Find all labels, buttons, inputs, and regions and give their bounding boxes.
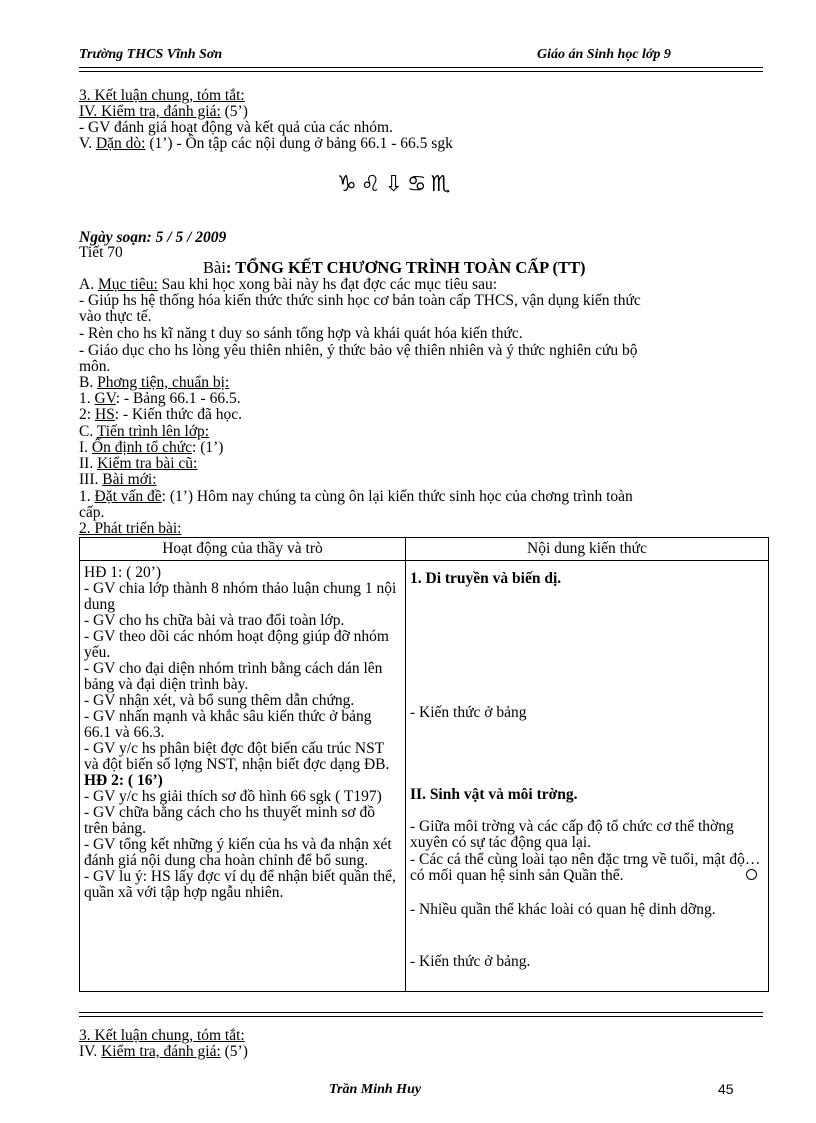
- right-line-4: - Giữa môi trờng và các cấp độ tổ chức cơ thể thờng xuyên có sự tác động qua lại.: [410, 818, 734, 851]
- obj3-line2: môn.: [79, 358, 111, 375]
- newlesson-prefix: III.: [79, 471, 103, 488]
- left-line-10: - GV chữa bằng cách cho hs thuyết minh sơ đồ trên bảng.: [84, 804, 375, 837]
- gv-label: GV: [94, 390, 116, 407]
- top-conclusion: 3. Kết luận chung, tóm tắt:: [79, 87, 245, 104]
- hs-text: : - Kiến thức đã học.: [114, 406, 242, 423]
- process: [79, 424, 209, 440]
- intro-text: : (1’) Hôm nay chúng ta cùng ôn lại kiến thức sinh học của chơng trình toàn: [161, 488, 633, 505]
- gv-prep: [79, 391, 241, 407]
- left-line-1: - GV chia lớp thành 8 nhóm thảo luận chung 1 nội dung: [84, 580, 397, 613]
- divider-symbols: ♑♌⇩♋♏: [337, 172, 455, 197]
- right-line-7: - Kiến thức ở bảng.: [410, 953, 531, 970]
- process-label: Tiến trình lên lớp:: [96, 423, 210, 440]
- bottom-check: [79, 1044, 248, 1060]
- table-left-cell: [80, 561, 406, 992]
- homework-text: (1’) - Ôn tập các nội dung ở bảng 66.1 - 66.5 sgk: [145, 135, 453, 152]
- lesson-table: [79, 537, 769, 992]
- newlesson-label: Bài mới:: [102, 471, 157, 488]
- oldcheck-prefix: II.: [79, 455, 98, 472]
- table-header-activities: Hoạt động của thầy và trò: [80, 538, 406, 561]
- intro-label: Đặt vấn đề: [94, 488, 162, 505]
- bottom-rule: [79, 1012, 763, 1013]
- obj3-line1: - Giáo dục cho hs lòng yêu thiên nhiên, ý thức bảo vệ thiên nhiên và ý thức nghiên cứu bộ: [79, 342, 638, 359]
- org-prefix: I.: [79, 439, 92, 456]
- homework-label: Dặn dò:: [95, 135, 146, 152]
- objectives-text: Sau khi học xong bài này hs đạt đợc các mục tiêu sau:: [157, 276, 498, 293]
- left-line-5: - GV nhận xét, và bổ sung thêm dẫn chứng.: [84, 692, 355, 709]
- homework-prefix: V.: [79, 135, 96, 152]
- left-line-9: - GV y/c hs giải thích sơ đồ hình 66 sgk ( T197): [84, 788, 382, 805]
- header-school: Trường THCS Vĩnh Sơn: [79, 47, 223, 62]
- intro: [79, 489, 633, 505]
- hs-label: HS: [94, 406, 115, 423]
- top-check-label: IV. Kiểm tra, đánh giá:: [79, 103, 221, 120]
- right-line-6: - Nhiều quần thể khác loài có quan hệ dinh dỡng.: [410, 901, 716, 918]
- objectives-prefix: A.: [79, 276, 98, 293]
- right-line-1: 1. Di truyền và biến dị.: [410, 570, 562, 587]
- bottom-check-time: (5’): [220, 1043, 248, 1060]
- objectives-label: Mục tiêu:: [97, 276, 158, 293]
- gv-prefix: 1.: [79, 390, 95, 407]
- table-header-row: [80, 538, 769, 561]
- left-line-7: - GV y/c hs phân biệt đợc đột biến cấu trúc NST và đột biến số lợng NST, nhận biết đợc dạng ĐB.: [84, 740, 390, 773]
- lesson-title: [203, 260, 585, 276]
- left-line-6: - GV nhấn mạnh và khắc sâu kiến thức ở bảng 66.1 và 66.3.: [84, 708, 372, 741]
- left-line-2: - GV cho hs chữa bài và trao đổi toàn lớp.: [84, 612, 345, 629]
- org: [79, 440, 223, 456]
- newlesson: [79, 472, 157, 488]
- left-line-3: - GV theo dõi các nhóm hoạt động giúp đỡ nhóm yếu.: [84, 628, 389, 661]
- bottom-check-prefix: IV.: [79, 1043, 102, 1060]
- left-line-4: - GV cho đại diện nhóm trình bằng cách dán lên bảng và đại diện trình bày.: [84, 660, 383, 693]
- header-rule-2: [79, 71, 763, 72]
- org-text: : (1’): [192, 439, 224, 456]
- bottom-check-label: Kiểm tra, đánh giá:: [101, 1043, 221, 1060]
- top-check: [79, 104, 248, 120]
- develop-label: 2. Phát triển bài:: [79, 520, 182, 537]
- obj2: - Rèn cho hs kĩ năng t duy so sánh tổng hợp và khái quát hóa kiến thức.: [79, 325, 523, 342]
- left-line-12: - GV lu ý: HS lấy đợc ví dụ để nhận biết quần thể, quần xã với tập hợp ngẫu nhiên.: [84, 868, 396, 901]
- obj1-line2: vào thực tế.: [79, 308, 152, 325]
- hs-prep: [79, 407, 242, 423]
- means-prefix: B.: [79, 374, 98, 391]
- bottom-rule-2: [79, 1016, 763, 1017]
- header-rule: [79, 67, 763, 68]
- hs-prefix: 2:: [79, 406, 95, 423]
- means: [79, 375, 229, 391]
- lesson-title-prefix: Bài: [203, 258, 226, 277]
- objectives: [79, 277, 497, 293]
- table-header-content: Nội dung kiến thức: [406, 538, 769, 561]
- oldcheck: [79, 456, 197, 472]
- footer-author: Trần Minh Huy: [329, 1082, 422, 1097]
- right-line-3: II. Sinh vật và môi trờng.: [410, 786, 578, 803]
- left-line-11: - GV tổng kết những ý kiến của hs và đa nhận xét đánh giá nội dung cha hoàn chỉnh để bổ sung.: [84, 836, 392, 869]
- table-right-cell: [406, 561, 769, 992]
- circle-mark-icon: [746, 869, 757, 880]
- intro-prefix: 1.: [79, 488, 95, 505]
- bottom-conclusion: 3. Kết luận chung, tóm tắt:: [79, 1027, 245, 1044]
- obj1-line1: - Giúp hs hệ thống hóa kiến thức thức sinh học cơ bản toàn cấp THCS, vận dụng kiến thức: [79, 292, 641, 309]
- means-label: Phơng tiện, chuẩn bị:: [97, 374, 230, 391]
- right-line-5: - Các cá thể cùng loài tạo nên đặc trng về tuổi, mật độ…có mối quan hệ sinh sản Quần thể.: [410, 851, 761, 884]
- left-line-0: HĐ 1: ( 20’): [84, 564, 162, 581]
- process-prefix: C.: [79, 423, 97, 440]
- right-line-2: - Kiến thức ở bảng: [410, 704, 527, 721]
- left-line-8: HĐ 2: ( 16’): [84, 772, 163, 789]
- footer-page: 45: [718, 1081, 734, 1097]
- gv-text: : - Bảng 66.1 - 66.5.: [115, 390, 241, 407]
- top-gv-eval: - GV đánh giá hoạt động và kết quả của các nhóm.: [79, 119, 393, 136]
- table-body-row: [80, 561, 769, 992]
- oldcheck-label: Kiểm tra bài cũ:: [97, 455, 198, 472]
- lesson-date: Ngày soạn: 5 / 5 / 2009: [79, 229, 227, 246]
- intro-line2: cấp.: [79, 504, 105, 521]
- lesson-title-text: : TỔNG KẾT CHƯƠNG TRÌNH TOÀN CẤP (TT): [225, 258, 586, 277]
- header-subject: Giáo án Sinh học lớp 9: [537, 47, 671, 62]
- lesson-period: Tiết 70: [79, 244, 123, 261]
- top-check-time: (5’): [220, 103, 248, 120]
- top-homework: [79, 136, 453, 152]
- org-label: Ổn định tổ chức: [91, 439, 193, 456]
